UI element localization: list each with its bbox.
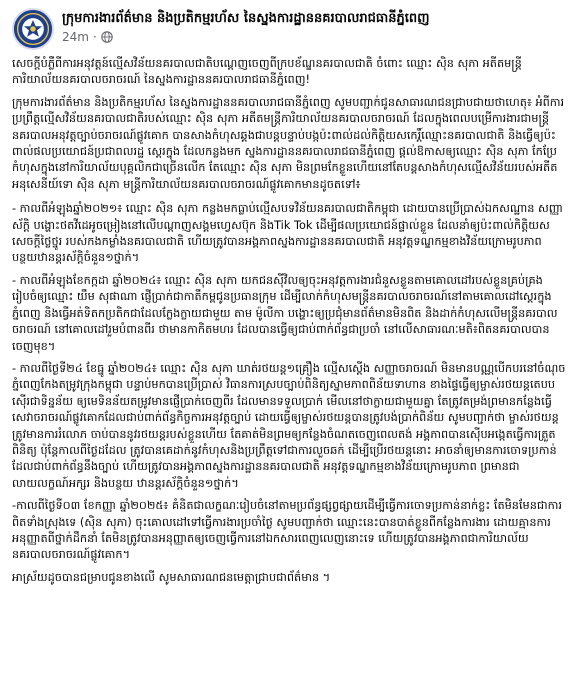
post-time[interactable]: 24m: [62, 30, 89, 44]
post-body: [12, 56, 566, 586]
post-header: [12, 8, 566, 54]
post-paragraph-item-1: - កាលពីអំឡុងឆ្នាំ២០២១៖ ឈ្មោះ ស៊ិន សុភា កន្លងមកធ្លាប់ល្មើសបទវិន័យនគរបាលជាតិកម្ពុជា ដោយបានប្រើប្រាស់ឯកសណ្ឋាន សញ្ញាស័ក្តិ បង្ហោះថតវីដេអូចម្រៀងនៅលើបណ្ដាញសង្គមហ្វេសប៊ុក និងTik Tok ដើម្បីផលប្រយោជន៍ផ្ទាល់ខ្លួន ដែលនាំឲ្យប៉ះពាល់កិត្តិយស សេចក្ដីថ្លៃថ្នូរ របស់កងកម្លាំងនគរបាលជាតិ ហើយត្រូវបានអង្គភាពស្នងការដ្ឋាននគរបាលជាតិ អនុវត្តទណ្ឌកម្មខាងវិន័យក្រោមរូបភាព បន្ថយឋានន្តរស័ក្តិចំនួន១ថ្នាក់។: [12, 202, 563, 265]
post-paragraph-closing: អាស្រ័យដូចបានជម្រាបជូនខាងលើ សូមសាធារណជនមេត្តាជ្រាបជាព័ត៌មាន ។: [12, 570, 331, 584]
post-meta: [62, 30, 566, 44]
post-paragraph-headline: សេចក្ដីបំភ្លឺពីការអនុវត្តន៍ល្មើសវិន័យនគរបាលជាតិបណ្ដេញចេញពីក្របខ័ណ្ឌនគរបាលជាតិ ចំពោះ ឈ្មោះ ស៊ិន សុភា អតីតមន្ត្រីការិយាល័យនគរបាលចរាចរណ៍ នៃស្នងការដ្ឋាននគរបាលរាជធានីភ្នំពេញ!: [12, 57, 522, 87]
meta-separator: ·: [92, 30, 97, 44]
page-avatar[interactable]: [12, 8, 54, 50]
page-name[interactable]: ក្រុមការងារព័ត៌មាន និងប្រតិកម្មរហ័ស នៃស្នងការដ្ឋាននគរបាលរាជធានីភ្នំពេញ: [62, 11, 430, 26]
post-paragraph-item-3: - កាលពីថ្ងៃទី២៤ ខែធ្នូ ឆ្នាំ២០២៤៖ ឈ្មោះ ស៊ិន សុភា ឃាត់រថយន្ត១គ្រឿង ល្មើសស្ដើង សញ្ញាចរាចរណ៍ មិនមានបណ្ណបើកបរនៅចំណុចភ្នំពេញកែងតម្រូវក្រុងកម្ពុជា បន្ទាប់មកបានប្រើប្រាស់ វិធានការស្របច្បាប់ពិនិត្យស្នាមភាពពិន័យទាហាន ខាងផ្ទៃធ្វើឲ្យម្ចាស់រថយន្តតេបបស៊ើរជាទិន្នន័យ ឲ្យមេទិនន័យតម្រូវមានផ្ញើប្រាក់ចេញពីរ ដែលមានទទួលប្រាក់ មើលនៅថាក្លាយជាមួយគ្នា តែត្រូវតម្រង់ព្រមានកន្លែងធ្វើសេវាចរាចរណ៍ផ្លូវគោកដែលជាប់ពាក់ព័ន្ធកិច្ចការអនុវត្តច្បាប់ ដោយធ្វើឲ្យម្ចាស់រថយន្តបានត្រូវបង់ប្រាក់ពិន័យ សូមបញ្ជាក់ថា ម្ចាស់រថយន្តត្រូវមានការរំលោភ ចាប់បាននូវរថយន្តរបស់ខ្លួនហើយ តែគាត់មិនព្រមឲ្យកន្លែងចំណតចេញពេលតង់ អង្គភាពបានស៊ើបអង្កេតធ្វើការត្រួតពិនិត្យ ប៉ុន្តែកាលពីថ្ងៃដដែល ត្រូវបានគេដាក់នូវកំហុសនិងប្រព្រឹត្តទៅជាការលួចឆក់ ដើម្បីប្រើរថយន្តនោះ អាចនាំឲ្យមានការចោទប្រកាន់ ដែលជាប់ពាក់ព័ន្ធនឹងច្បាប់ ហើយត្រូវបានអង្គភាពស្នងការដ្ឋាននគរបាលជាតិ អនុវត្តទណ្ឌកម្មខាងវិន័យក្រោមរូបភាព ព្រមានជាលាយលក្ខណ៍អក្សរ និងបន្ថយ ឋានន្តរស័ក្តិចំនួន១ថ្នាក់។: [12, 361, 566, 490]
post-paragraph-item-2: - កាលពីអំឡុងខែកក្កដា ឆ្នាំ២០២៤៖ ឈ្មោះ ស៊ិន សុភា យកជនស៊ីវិលឲ្យចុះអនុវត្តការងារជំនួសខ្លួនតាមគោលដៅរបស់ខ្លួនគ្រប់គ្រង រៀបចំឲ្យឈ្មោះ យឹម សុផាណា ផ្ញើប្រាក់ជាកាតឹកម្ពជូនប្រធានក្រុម ដើម្បីលាក់កំហុសមន្ត្រីនគរបាលចរាចរណ៍នៅតាមគោលដៅស្ដេរក្នុងភ្នំពេញ និងធ្វើអត់ទិតកប្រតិកជាដែលក្លែងក្លាយជាមួយ តាម ម៉ូលីកា បង្ហោះឲ្យប្រជុំមានព័ត៌មានមិនពិត និងដាក់កំហុសលើមន្ត្រីនគរបាលចរាចរណ៍ នៅគោលដៅរួមបំពានពីរ ថាមានកាកិតមហរ ដែលបានធ្វើឲ្យជាប់ពាក់ព័ន្ធជាប្រចាំ នៅលើសាធារណៈមតិ៖ពិតនគរបាលបានចេញមុខ។: [12, 273, 558, 353]
post-paragraph-intro: ក្រុមការងារព័ត៌មាន និងប្រតិកម្មរហ័ស នៃស្នងការដ្ឋាននគរបាលរាជធានីភ្នំពេញ សូមបញ្ជាក់ជូនសាធារណជនជ្រាបជាយថាហេតុ៖ អំពីការប្រព្រឹត្តល្មើសវិន័យនគរបាលជាតិរបស់ឈ្មោះ ស៊ិន សុភា អតីតមន្ត្រីការិយាល័យនគរបាលចរាចរណ៍ ដែលក្នុងពេលបម្រើការងារជាមន្ត្រីនគរបាលអនុវត្តច្បាប់ចរាចរណ៍ផ្លូវគោក បានសាងកំហុសឆ្គងជាបន្តបន្ទាប់បង្កប៉ះពាល់ដល់កិត្តិយសកេរ្តិ៍ឈ្មោះនគរបាលជាតិ និងធ្វើឲ្យប៉ះពាល់ផលប្រយោជន៍ប្រជាពលរដ្ឋ ស្ដេរក្នុង ដែលកន្លងមក ស្នងការដ្ឋាននគរបាលរាជធានីភ្នំពេញ ផ្ដល់ឱកាសឲ្យឈ្មោះ ស៊ិន សុភា កែប្រែកំហុសក្នុងនៅការិយាល័យបុគ្គលិកជាច្រើនលើក តែឈ្មោះ ស៊ិន សុភា មិនព្រមកែខ្លួនហើយនៅតែបន្តសាងកំហុសល្មើសវិន័យរបស់អតីតអនុសេនីយ៍ទោ ស៊ិន សុភា មន្ត្រីការិយាល័យនគរបាលចរាចរណ៍ផ្លូវគោកមានដូចតទៅ៖: [12, 95, 565, 191]
globe-icon[interactable]: [101, 31, 113, 43]
post-paragraph-item-4: -កាលពីថ្ងៃទី០៣ ខែកញ្ញា ឆ្នាំ២០២៥៖ គំនិតជាលក្ខណៈរៀបចំនៅតាមប្រព័ន្ធផ្សព្វផ្សាយដើម្បីធ្វើការចោទប្រកាន់នាក់ខ្លះ តែមិនមែនជាការពិតទាំងស្រុងទេ (ស៊ិន សុភា) ចុះគោលដៅទៅធ្វើការងារប្រចាំថ្ងៃ សូមបញ្ជាក់ថា ឈ្មោះនេះបានបាត់ខ្លួនពីកន្លែងការងារ ដោយគ្មានការអនុញ្ញាតពីថ្នាក់ដឹកនាំ តែមិនត្រូវបានអនុញ្ញាតឲ្យចេញធ្វើការនៅឯកសារពេញលេញនោះទេ ហើយត្រូវបានអង្គភាពជាការិយាល័យនគរបាលចរាចរណ៍ផ្លូវគោក។: [12, 499, 562, 562]
police-emblem-icon: [14, 10, 52, 48]
